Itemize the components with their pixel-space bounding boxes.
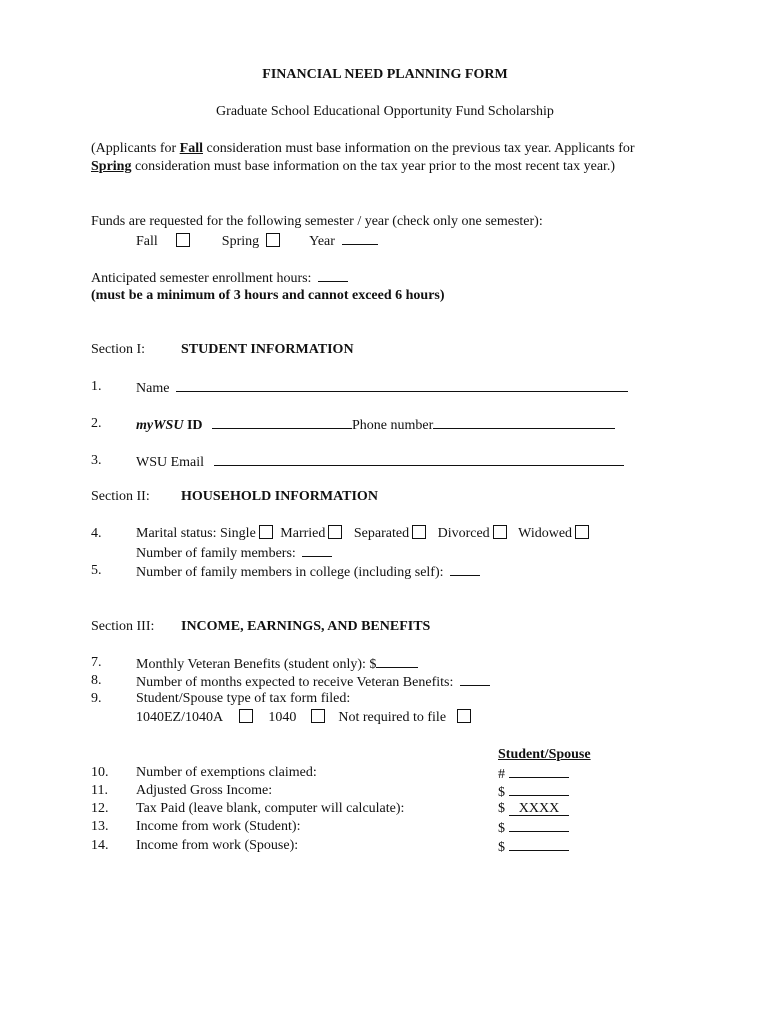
form-title: FINANCIAL NEED PLANNING FORM — [262, 67, 508, 82]
exemptions-entry — [498, 764, 569, 784]
tax-paid-field: XXXX — [509, 802, 569, 816]
mywsu-id-field[interactable] — [212, 415, 352, 429]
veteran-months-row — [136, 672, 490, 692]
id-label: ID — [183, 418, 203, 433]
year-field[interactable] — [342, 231, 378, 245]
item-number: 7. — [91, 655, 102, 670]
tax-form-row — [136, 709, 471, 727]
phone-field[interactable] — [433, 415, 615, 429]
marital-row — [136, 525, 589, 543]
family-members-field[interactable] — [302, 543, 332, 557]
enrollment-label: Anticipated semester enrollment hours: — [91, 271, 312, 286]
option-widowed: Widowed — [518, 526, 573, 541]
exemptions-label: Number of exemptions claimed: — [136, 765, 317, 780]
note-text: consideration must base information on the previous tax year. Applicants for — [203, 141, 635, 156]
instructions-line-2 — [91, 158, 615, 176]
item-number: 13. — [91, 819, 109, 834]
row-prefix: # — [498, 767, 505, 782]
email-row — [136, 452, 624, 472]
tax-form-not-required: Not required to file — [338, 710, 447, 725]
spouse-income-field[interactable] — [509, 837, 569, 851]
enrollment-note: (must be a minimum of 3 hours and cannot exceed 6 hours) — [91, 288, 445, 303]
veteran-benefits-field[interactable] — [376, 654, 418, 668]
item-number: 4. — [91, 526, 102, 541]
item-number: 12. — [91, 801, 109, 816]
name-field[interactable] — [176, 378, 628, 392]
1040-checkbox[interactable] — [311, 709, 325, 723]
option-single: Single — [220, 526, 256, 541]
item-number: 1. — [91, 379, 102, 394]
marital-label: Marital status: — [136, 526, 217, 541]
item-number: 8. — [91, 673, 102, 688]
id-row — [136, 415, 615, 435]
spouse-income-entry — [498, 837, 569, 857]
section-2-title: HOUSEHOLD INFORMATION — [181, 489, 378, 504]
note-text: consideration must base information on the tax year prior to the most recent tax year.) — [131, 159, 616, 174]
option-divorced: Divorced — [437, 526, 490, 541]
item-number: 10. — [91, 765, 109, 780]
email-label: WSU Email — [136, 455, 205, 470]
student-spouse-header: Student/Spouse — [498, 747, 591, 762]
divorced-checkbox[interactable] — [493, 525, 507, 539]
veteran-benefits-label: Monthly Veteran Benefits (student only): $ — [136, 657, 377, 672]
family-members-label: Number of family members: — [136, 546, 296, 561]
tax-form-1040: 1040 — [268, 710, 297, 725]
instructions-line-1 — [91, 140, 635, 158]
tax-form-1040ez: 1040EZ/1040A — [136, 710, 223, 725]
semester-row — [136, 231, 378, 251]
item-number: 9. — [91, 691, 102, 706]
in-college-field[interactable] — [450, 562, 480, 576]
section-3-label: Section III: — [91, 619, 155, 634]
option-married: Married — [280, 526, 326, 541]
single-checkbox[interactable] — [259, 525, 273, 539]
separated-checkbox[interactable] — [412, 525, 426, 539]
student-income-entry — [498, 818, 569, 838]
phone-label: Phone number — [352, 418, 434, 433]
agi-label: Adjusted Gross Income: — [136, 783, 273, 798]
agi-entry — [498, 782, 569, 802]
year-label: Year — [309, 234, 335, 249]
item-number: 11. — [91, 783, 108, 798]
spring-checkbox[interactable] — [266, 233, 280, 247]
form-subtitle: Graduate School Educational Opportunity Fund Scholarship — [216, 104, 554, 119]
tax-paid-label: Tax Paid (leave blank, computer will calculate): — [136, 801, 405, 816]
row-prefix: $ — [498, 801, 505, 816]
in-college-label: Number of family members in college (including self): — [136, 565, 444, 580]
tax-paid-entry — [498, 800, 569, 818]
row-prefix: $ — [498, 785, 505, 800]
widowed-checkbox[interactable] — [575, 525, 589, 539]
option-separated: Separated — [353, 526, 410, 541]
enrollment-row — [91, 268, 348, 288]
item-number: 2. — [91, 416, 102, 431]
note-text: (Applicants for — [91, 141, 180, 156]
1040ez-checkbox[interactable] — [239, 709, 253, 723]
row-prefix: $ — [498, 821, 505, 836]
name-row — [136, 378, 628, 398]
in-college-row — [136, 562, 480, 582]
veteran-months-label: Number of months expected to receive Veteran Benefits: — [136, 675, 454, 690]
student-income-label: Income from work (Student): — [136, 819, 301, 834]
spring-label: Spring — [221, 234, 260, 249]
mywsu-label: myWSU — [136, 418, 184, 433]
item-number: 3. — [91, 453, 102, 468]
fall-checkbox[interactable] — [176, 233, 190, 247]
section-3-title: INCOME, EARNINGS, AND BENEFITS — [181, 619, 431, 634]
enrollment-hours-field[interactable] — [318, 268, 348, 282]
section-1-title: STUDENT INFORMATION — [181, 342, 354, 357]
note-fall: Fall — [179, 141, 203, 156]
tax-form-type-label: Student/Spouse type of tax form filed: — [136, 691, 351, 706]
item-number: 5. — [91, 563, 102, 578]
student-income-field[interactable] — [509, 818, 569, 832]
name-label: Name — [136, 381, 170, 396]
item-number: 14. — [91, 838, 109, 853]
agi-field[interactable] — [509, 782, 569, 796]
veteran-months-field[interactable] — [460, 672, 490, 686]
row-prefix: $ — [498, 840, 505, 855]
email-field[interactable] — [214, 452, 624, 466]
married-checkbox[interactable] — [328, 525, 342, 539]
family-members-row — [136, 543, 332, 563]
not-required-checkbox[interactable] — [457, 709, 471, 723]
fall-label: Fall — [136, 234, 158, 249]
veteran-benefits-row — [136, 654, 418, 674]
funds-request-text: Funds are requested for the following semester / year (check only one semester): — [91, 214, 543, 229]
section-1-label: Section I: — [91, 342, 146, 357]
note-spring: Spring — [91, 159, 132, 174]
spouse-income-label: Income from work (Spouse): — [136, 838, 299, 853]
section-2-label: Section II: — [91, 489, 150, 504]
exemptions-field[interactable] — [509, 764, 569, 778]
